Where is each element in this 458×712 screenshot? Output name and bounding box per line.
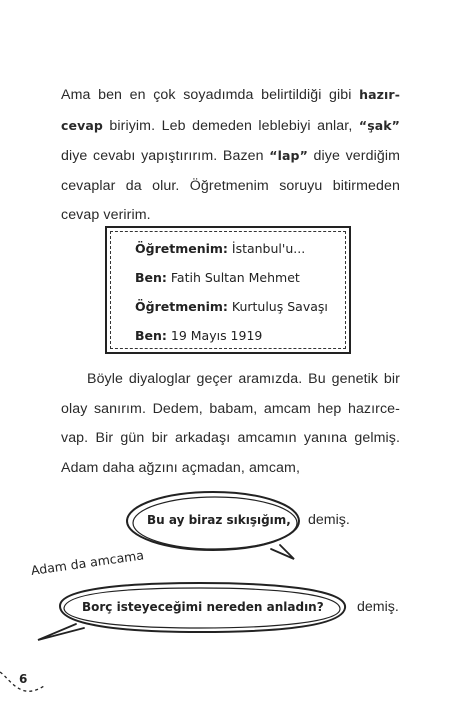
text-segment: diye cevabı yapıştırırım. Bazen — [61, 148, 270, 164]
dialogue-box — [105, 226, 351, 354]
dialogue-speaker: Öğretmenim: — [135, 299, 228, 314]
dialogue-line — [135, 292, 328, 321]
paragraph-text: Böyle diyaloglar geçer aramızda. Bu genetik bir olay sanırım. Dedem, babam, amcam hep hazırce-vap. Bir gün bir arkadaşı amcamın yanına gelmiş. Adam daha ağzını açmadan, amcam, — [61, 371, 400, 476]
dialogue-text: Kurtuluş Savaşı — [227, 299, 328, 314]
text-segment: biriyim. Leb demeden leblebiyi anlar, — [102, 117, 359, 134]
dialogue-text: 19 Mayıs 1919 — [166, 328, 263, 343]
handwritten-caption: Adam da amcama — [29, 547, 145, 578]
dialogue-speaker: Ben: — [135, 328, 167, 343]
bubble1-text: Bu ay biraz sıkışığım, — [147, 513, 291, 527]
emphasis-lap: “lap” — [269, 148, 308, 163]
dialogue-line — [135, 321, 328, 350]
bubble1-after-text: demiş. — [308, 512, 350, 528]
dialogue-line — [135, 234, 328, 263]
bubble2-text: Borç isteyeceğimi nereden anladın? — [82, 600, 324, 614]
dialogue-text: İstanbul'u... — [227, 241, 306, 256]
text-segment: Ama ben en çok soyadımda belirtildiği gibi — [61, 87, 360, 103]
text-segment: diye verdiğim cevaplar da olur. Öğretmenim soruyu bitirmeden cevap veririm. — [61, 148, 400, 223]
page-number: 6 — [19, 672, 28, 686]
emphasis-sak: “şak” — [358, 117, 400, 133]
bubble2-after-text: demiş. — [357, 599, 399, 615]
dialogue-line — [135, 263, 328, 292]
dialogue-speaker: Ben: — [135, 270, 167, 285]
dialogue-text: Fatih Sultan Mehmet — [166, 270, 300, 285]
emphasis-hazircevap: hazır-cevap — [61, 87, 400, 133]
dialogue-speaker: Öğretmenim: — [135, 241, 228, 256]
